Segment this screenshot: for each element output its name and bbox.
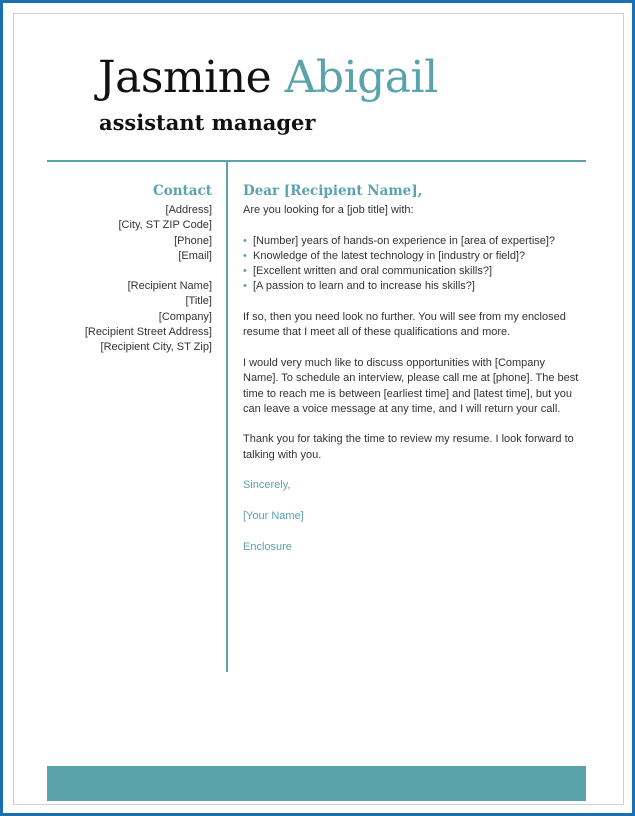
- list-item-text: [Excellent written and oral communication skills?]: [253, 265, 493, 278]
- list-item: [243, 279, 583, 294]
- sender-email: [Email]: [178, 249, 212, 262]
- list-item-text: [Number] years of hands-on experience in [area of expertise]?: [253, 234, 556, 247]
- qualifications-list: [243, 234, 583, 295]
- recipient-street: [Recipient Street Address]: [84, 326, 212, 339]
- bullet-icon: •: [243, 280, 247, 293]
- applicant-name: [98, 52, 438, 104]
- first-name: Jasmine: [98, 52, 272, 103]
- job-title: assistant manager: [99, 110, 316, 135]
- sender-city: [City, ST ZIP Code]: [118, 219, 212, 232]
- contact-column: [32, 182, 212, 356]
- bullet-icon: •: [243, 234, 247, 247]
- contact-heading: Contact: [152, 183, 212, 199]
- last-name: Abigail: [284, 52, 438, 103]
- bullet-icon: •: [243, 249, 247, 262]
- sender-address: [Address]: [165, 204, 212, 216]
- list-item: [243, 234, 583, 249]
- signature: [Your Name]: [243, 509, 304, 522]
- intro-paragraph: Are you looking for a [job title] with:: [243, 204, 414, 216]
- list-item: [243, 264, 583, 279]
- enclosure: Enclosure: [243, 540, 292, 553]
- bullet-icon: •: [243, 265, 247, 278]
- list-item-text: [A passion to learn and to increase his skills?]: [253, 280, 475, 293]
- letter-body: [243, 182, 583, 570]
- recipient-city: [Recipient City, ST Zip]: [100, 341, 212, 354]
- closing: Sincerely,: [243, 479, 291, 492]
- list-item-text: Knowledge of the latest technology in [industry or field]?: [253, 249, 526, 262]
- recipient-company: [Company]: [158, 310, 212, 323]
- body-paragraph-3: Thank you for taking the time to review my resume. I look forward to talking with you.: [243, 433, 574, 461]
- recipient-title: [Title]: [185, 295, 212, 308]
- body-paragraph-1: If so, then you need look no further. You will see from my enclosed resume that I meet all of these qualifications and more.: [243, 311, 566, 339]
- sender-phone: [Phone]: [174, 234, 212, 247]
- footer-bar: [47, 766, 586, 801]
- salutation: Dear [Recipient Name],: [243, 183, 423, 199]
- header-divider: [47, 160, 586, 162]
- list-item: [243, 249, 583, 264]
- body-paragraph-2: I would very much like to discuss opportunities with [Company Name]. To schedule an interview, please call me at [phone]. The best time to reach me is between [earliest time] and [latest time], but you can leave a voice message at any time, and I will return your call.: [243, 356, 579, 415]
- recipient-name: [Recipient Name]: [127, 280, 212, 293]
- column-divider: [226, 162, 228, 672]
- contact-spacer: [32, 264, 212, 279]
